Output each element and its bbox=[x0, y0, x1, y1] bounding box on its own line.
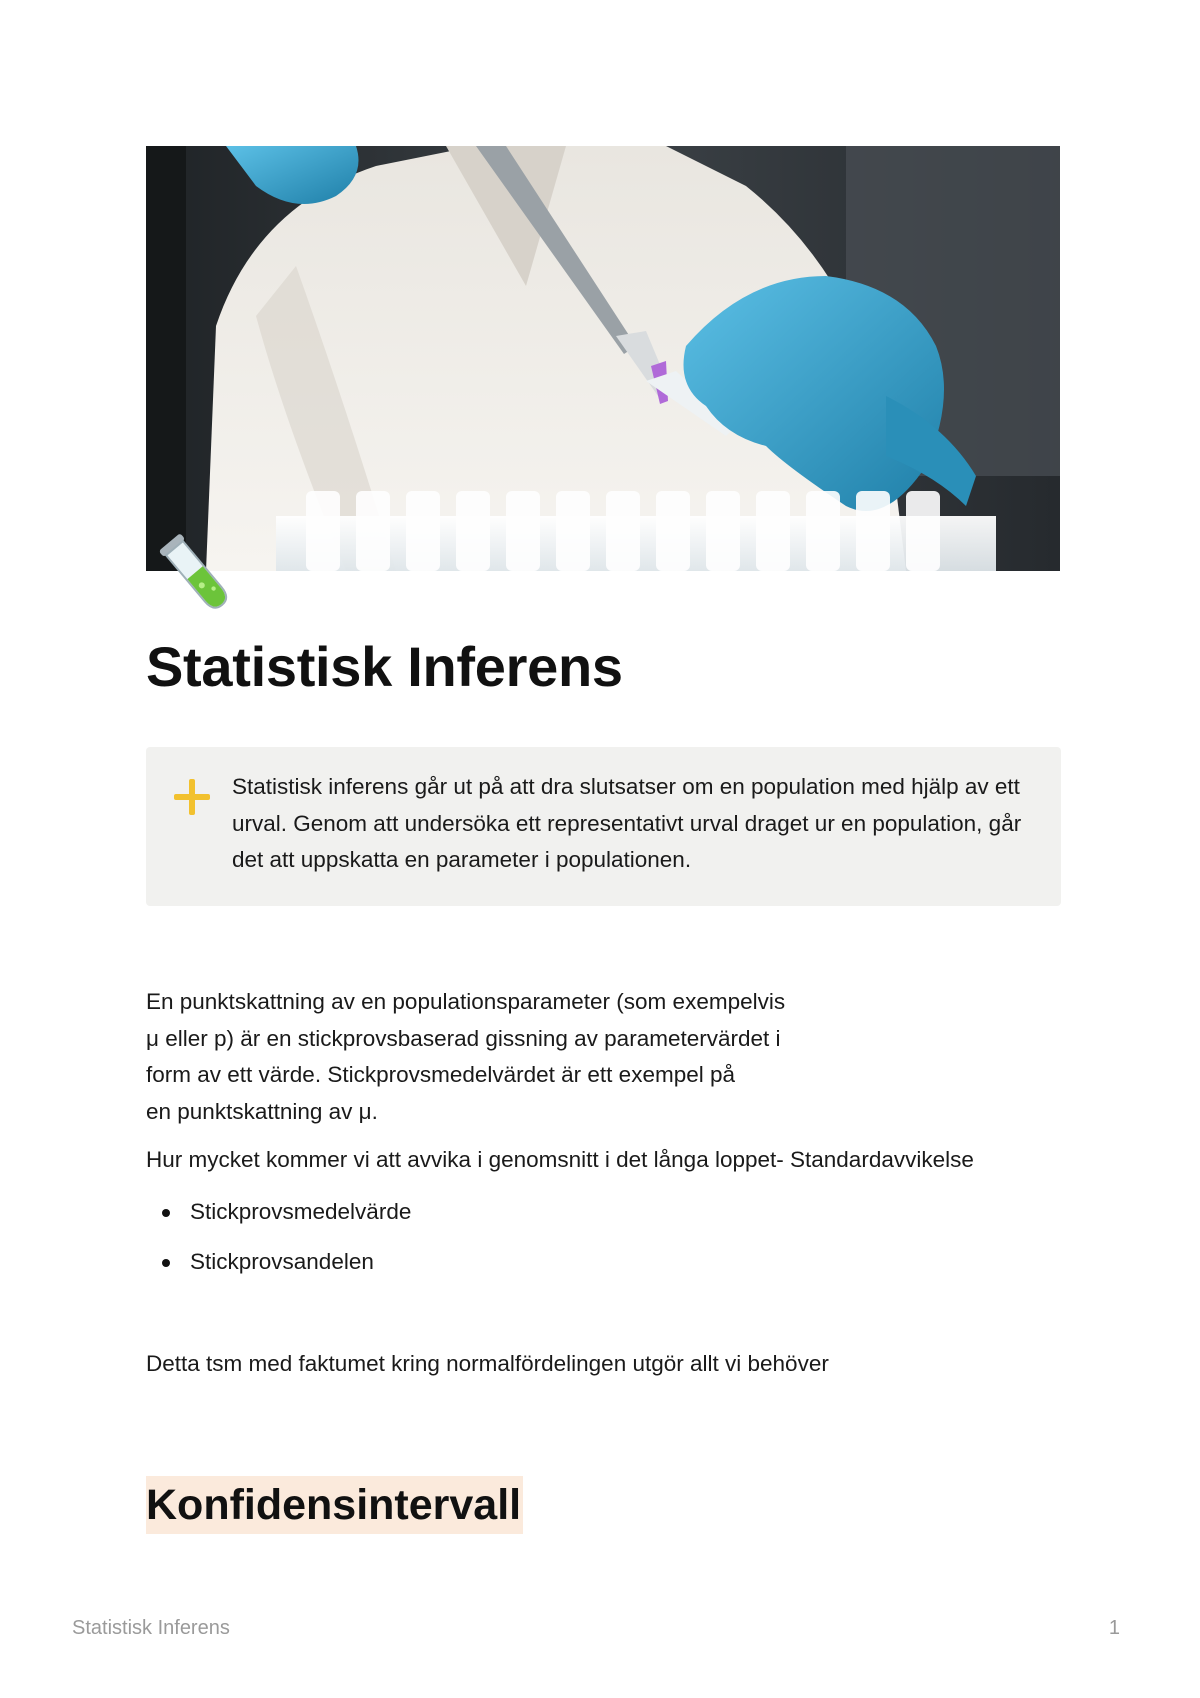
callout-text: Statistisk inferens går ut på att dra slutsatser om en population med hjälp av ett urval. Genom att undersöka ett representativt urval draget ur en population, går det att uppskatta en parameter i populationen. bbox=[232, 774, 1022, 872]
sparkle-icon bbox=[172, 777, 212, 817]
test-tube-icon bbox=[150, 528, 244, 622]
paragraph-point-estimate bbox=[146, 984, 866, 1130]
callout-block bbox=[146, 747, 1061, 906]
cover-image bbox=[146, 146, 1060, 571]
page-footer bbox=[72, 1617, 1128, 1641]
bullet-icon bbox=[162, 1259, 170, 1267]
paragraph-deviation: Hur mycket kommer vi att avvika i genomsnitt i det långa loppet- Standardavvikelse bbox=[146, 1147, 974, 1172]
list-item-text: Stickprovsmedelvärde bbox=[190, 1199, 412, 1224]
paragraph-summary: Detta tsm med faktumet kring normalfördelingen utgör allt vi behöver bbox=[146, 1351, 829, 1376]
paragraph-line: en punktskattning av μ. bbox=[146, 1098, 378, 1124]
list-item bbox=[146, 1194, 411, 1244]
bullet-list bbox=[146, 1194, 411, 1294]
list-item bbox=[146, 1244, 411, 1294]
page-title: Statistisk Inferens bbox=[146, 635, 623, 698]
paragraph-line: μ eller p) är en stickprovsbaserad gissning av parametervärdet i bbox=[146, 1025, 781, 1051]
page-number: 1 bbox=[1108, 1617, 1120, 1639]
paragraph-line: En punktskattning av en populationsparameter (som exempelvis bbox=[146, 989, 786, 1014]
bullet-icon bbox=[162, 1209, 170, 1217]
list-item-text: Stickprovsandelen bbox=[190, 1249, 374, 1274]
footer-title: Statistisk Inferens bbox=[72, 1617, 230, 1639]
section-heading: Konfidensintervall bbox=[146, 1476, 523, 1534]
paragraph-line: form av ett värde. Stickprovsmedelvärdet är ett exempel på bbox=[146, 1062, 736, 1087]
